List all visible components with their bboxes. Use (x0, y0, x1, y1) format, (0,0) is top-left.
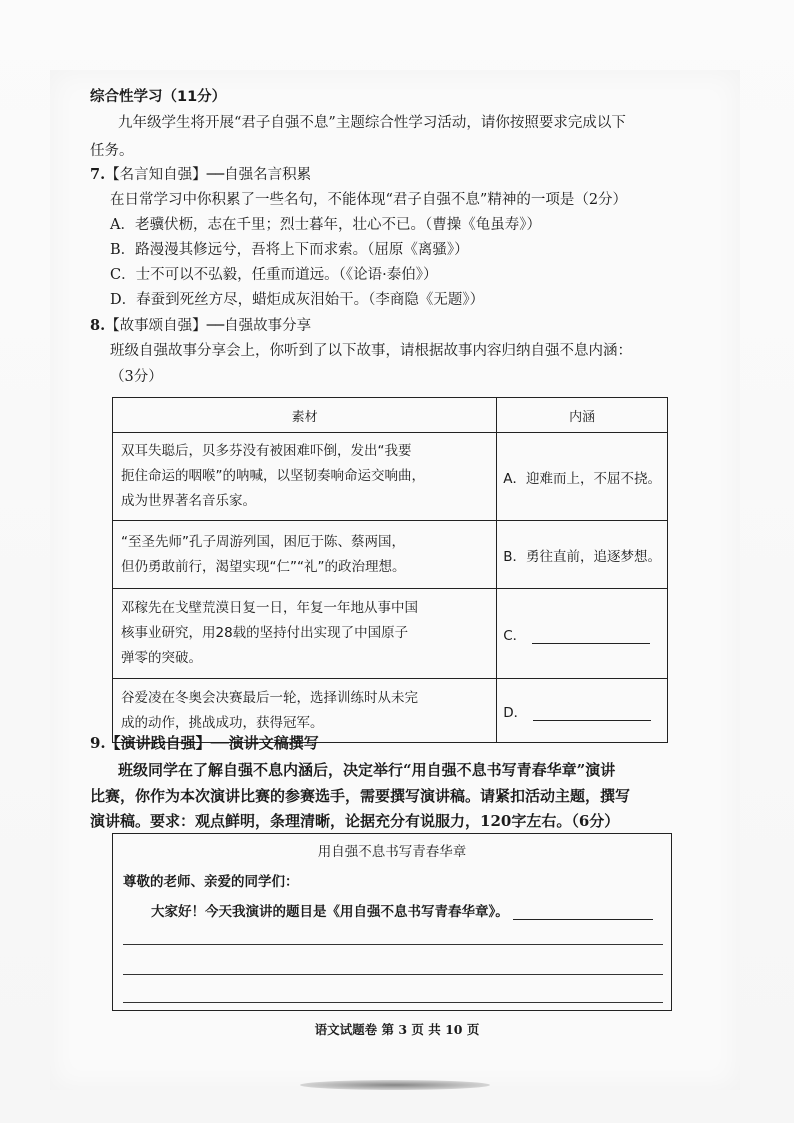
q8-heading: 【故事颂自强】──自强故事分享 (105, 318, 312, 334)
material-line: 成的动作，挑战成功，获得冠军。 (121, 714, 324, 731)
material-line: 谷爱凌在冬奥会决赛最后一轮，选择训练时从未完 (121, 689, 418, 706)
material-line: 邓稼先在戈壁荒漠日复一日，年复一年地从事中国 (121, 600, 418, 616)
writing-line[interactable] (123, 1002, 663, 1003)
material-cell (113, 521, 497, 589)
story-table (112, 397, 668, 743)
speech-opening-row (151, 900, 653, 920)
q8-number: 8. (90, 317, 106, 334)
page-footer: 语文试题卷 第 3 页 共 10 页 (314, 1022, 480, 1037)
material-line: 扼住命运的咽喉”的呐喊，以坚韧奏响命运交响曲， (121, 468, 425, 484)
q7-option-d[interactable]: D．春蚕到死丝方尽，蜡炬成灰泪始干。（李商隐《无题》） (110, 292, 485, 308)
q8-score: （3分） (110, 369, 163, 385)
speech-answer-box[interactable] (112, 833, 672, 1011)
intro-line-2: 任务。 (90, 143, 134, 159)
q9-heading: 【演讲践自强】──演讲文稿撰写 (105, 734, 319, 752)
q7-option-c[interactable]: C．士不可以不弘毅，任重而道远。（《论语·泰伯》） (110, 267, 438, 283)
material-line: 核事业研究，用28载的坚持付出实现了中国原子 (121, 625, 409, 641)
table-row (113, 521, 668, 589)
q7-prompt: 在日常学习中你积累了一些名句，不能体现“君子自强不息”精神的一项是（2分） (110, 192, 628, 208)
q7-heading-row (90, 164, 311, 186)
q8-prompt: 班级自强故事分享会上，你听到了以下故事，请根据故事内容归纳自强不息内涵： (110, 343, 632, 359)
story-table-header (113, 398, 668, 433)
meaning-label: C． (503, 627, 527, 644)
meaning-label: D． (503, 704, 528, 721)
material-line: 但仍勇敢前行，渴望实现“仁”“礼”的政治理想。 (121, 558, 406, 575)
writing-blank[interactable] (513, 905, 653, 920)
meaning-cell-c[interactable] (497, 589, 668, 679)
material-line: 弹零的突破。 (121, 650, 202, 666)
q8-heading-row (90, 315, 311, 337)
material-cell (113, 433, 497, 521)
speech-opening: 大家好！今天我演讲的题目是《用自强不息书写青春华章》。 (151, 904, 509, 920)
writing-line[interactable] (123, 974, 663, 975)
meaning-cell: A．迎难而上，不屈不挠。 (497, 433, 668, 521)
q7-number: 7. (90, 166, 106, 183)
material-line: 双耳失聪后，贝多芬没有被困难吓倒，发出“我要 (121, 443, 412, 459)
q9-prompt-line-1: 班级同学在了解自强不息内涵后，决定举行“用自强不息书写青春华章”演讲 (118, 761, 616, 779)
meaning-cell-d[interactable] (497, 679, 668, 743)
q9-heading-row (90, 732, 319, 754)
section-title: 综合性学习（11分） (90, 89, 227, 105)
material-cell (113, 589, 497, 679)
meaning-cell: B．勇往直前，追逐梦想。 (497, 521, 668, 589)
header-material: 素材 (113, 398, 497, 433)
answer-blank-d[interactable] (533, 706, 651, 721)
header-meaning: 内涵 (497, 398, 668, 433)
speech-title: 用自强不息书写青春华章 (317, 844, 467, 860)
q7-option-b[interactable]: B．路漫漫其修远兮，吾将上下而求索。（屈原《离骚》） (110, 242, 469, 258)
answer-blank-c[interactable] (532, 629, 650, 644)
q9-number: 9. (90, 734, 106, 752)
writing-line[interactable] (123, 944, 663, 945)
q7-option-a[interactable]: A．老骥伏枥，志在千里；烈士暮年，壮心不已。（曹操《龟虽寿》） (110, 217, 541, 233)
q9-prompt-line-2: 比赛，你作为本次演讲比赛的参赛选手，需要撰写演讲稿。请紧扣活动主题，撰写 (90, 787, 631, 805)
speech-greeting: 尊敬的老师、亲爱的同学们： (123, 874, 299, 890)
q7-heading: 【名言知自强】──自强名言积累 (105, 167, 312, 183)
material-line: 成为世界著名音乐家。 (121, 493, 256, 509)
q9-prompt-line-3: 演讲稿。要求：观点鲜明，条理清晰，论据充分有说服力，120字左右。（6分） (90, 812, 620, 830)
scan-smudge (300, 1080, 490, 1090)
material-line: “至圣先师”孔子周游列国，困厄于陈、蔡两国， (121, 533, 405, 550)
table-row (113, 433, 668, 521)
intro-line-1: 九年级学生将开展“君子自强不息”主题综合性学习活动，请你按照要求完成以下 (118, 115, 626, 131)
table-row (113, 589, 668, 679)
